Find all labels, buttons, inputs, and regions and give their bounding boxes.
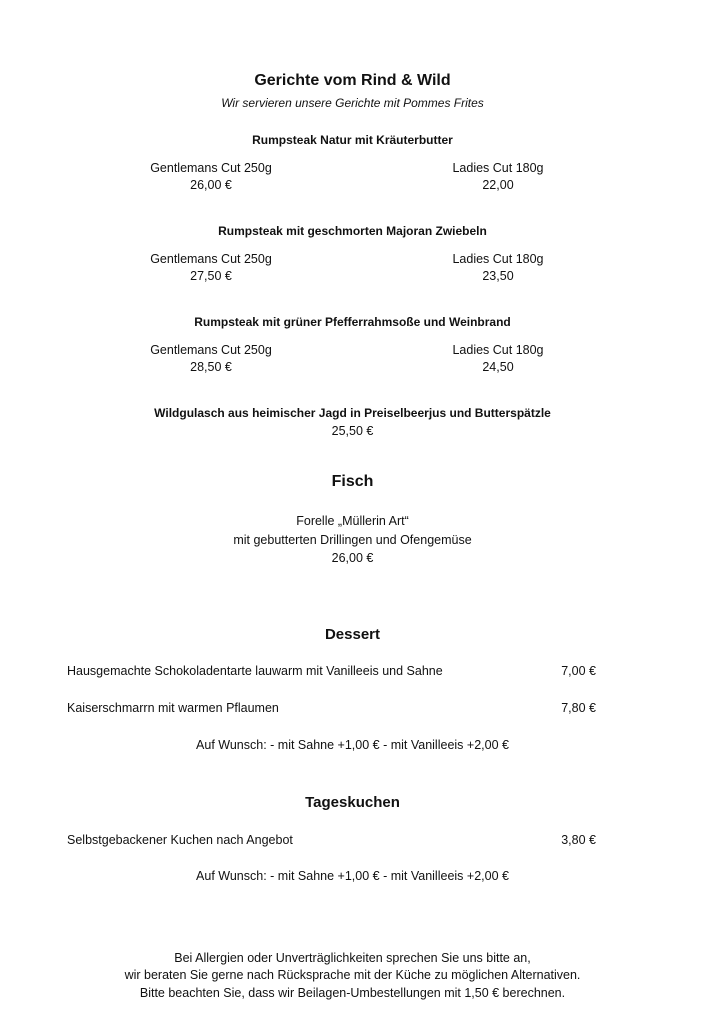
cut-label-ladies: Ladies Cut 180g	[452, 252, 544, 266]
dish-name-wildgulasch: Wildgulasch aus heimischer Jagd in Preiselbeerjus und Butterspätzle	[154, 406, 551, 420]
cut-label-gentleman: Gentlemans Cut 250g	[150, 252, 272, 266]
section-subtitle-rind: Wir servieren unsere Gerichte mit Pommes Frites	[221, 96, 484, 110]
cut-label-gentleman: Gentlemans Cut 250g	[150, 161, 272, 175]
cut-price-gentleman: 27,50 €	[190, 269, 232, 283]
dish-name: Rumpsteak mit geschmorten Majoran Zwiebeln	[218, 224, 487, 238]
fish-dish-sides: mit gebutterten Drillingen und Ofengemüse	[233, 533, 472, 547]
cut-price-ladies: 22,00	[482, 178, 514, 192]
section-title-rind: Gerichte vom Rind & Wild	[254, 72, 451, 89]
section-title-dessert: Dessert	[324, 626, 381, 643]
dish-name: Rumpsteak mit grüner Pfefferrahmsoße und Weinbrand	[194, 315, 511, 329]
dessert-item-name: Hausgemachte Schokoladentarte lauwarm mit Vanilleeis und Sahne	[67, 664, 443, 678]
fish-dish-price: 26,00 €	[331, 551, 374, 565]
footer-allergy-line-1: Bei Allergien oder Unverträglichkeiten sprechen Sie uns bitte an,	[174, 951, 531, 965]
dish-name: Rumpsteak Natur mit Kräuterbutter	[252, 133, 453, 147]
section-title-fisch: Fisch	[331, 473, 374, 490]
cut-price-ladies: 23,50	[482, 269, 514, 283]
cut-label-ladies: Ladies Cut 180g	[452, 161, 544, 175]
dessert-extras-note: Auf Wunsch: - mit Sahne +1,00 € - mit Vanilleeis +2,00 €	[196, 738, 509, 752]
cake-extras-note: Auf Wunsch: - mit Sahne +1,00 € - mit Vanilleeis +2,00 €	[196, 869, 509, 883]
dessert-item-price: 7,00 €	[561, 664, 596, 678]
fish-dish-name: Forelle „Müllerin Art“	[296, 514, 409, 528]
footer-allergy-line-2: wir beraten Sie gerne nach Rücksprache mit der Küche zu möglichen Alternativen.	[124, 968, 581, 982]
cut-price-gentleman: 26,00 €	[190, 178, 232, 192]
cut-label-ladies: Ladies Cut 180g	[452, 343, 544, 357]
section-title-tageskuchen: Tageskuchen	[305, 794, 400, 811]
cake-item-price: 3,80 €	[561, 833, 596, 847]
dish-price-wildgulasch: 25,50 €	[331, 424, 374, 438]
cut-price-ladies: 24,50	[482, 360, 514, 374]
cut-label-gentleman: Gentlemans Cut 250g	[150, 343, 272, 357]
footer-side-change-note: Bitte beachten Sie, dass wir Beilagen-Umbestellungen mit 1,50 € berechnen.	[139, 986, 566, 1000]
dessert-item-name: Kaiserschmarrn mit warmen Pflaumen	[67, 701, 279, 715]
cake-item-name: Selbstgebackener Kuchen nach Angebot	[67, 833, 293, 847]
dessert-item-price: 7,80 €	[561, 701, 596, 715]
cut-price-gentleman: 28,50 €	[190, 360, 232, 374]
